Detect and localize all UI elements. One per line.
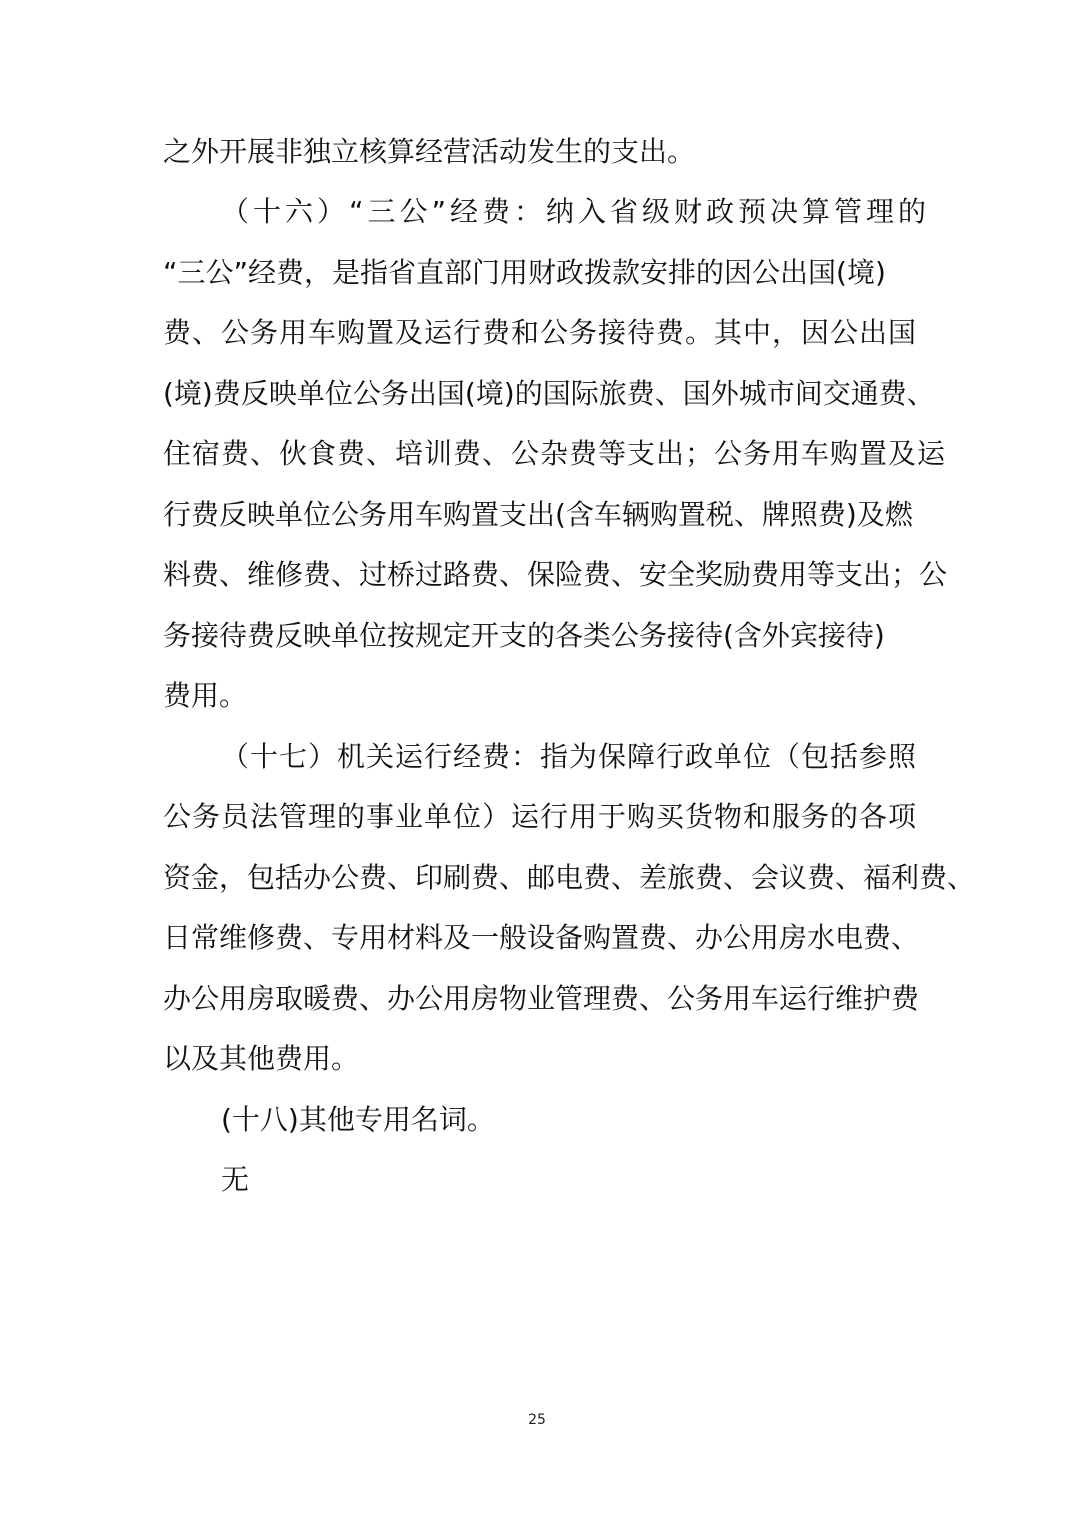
text-line: 无 [221, 1163, 250, 1196]
text-line: 日常维修费、专用材料及一般设备购置费、办公用房水电费、 [163, 921, 920, 954]
text-line: “三公”经费，是指省直部门用财政拨款安排的因公出国(境) [163, 256, 886, 289]
text-line: （十六）“三公”经费：纳入省级财政预决算管理的 [221, 195, 931, 228]
text-line: 办公用房取暖费、办公用房物业管理费、公务用车运行维护费 [163, 982, 920, 1015]
text-line: （十七）机关运行经费：指为保障行政单位（包括参照 [221, 740, 918, 773]
text-line: 料费、维修费、过桥过路费、保险费、安全奖励费用等支出；公 [163, 558, 948, 591]
text-line: 以及其他费用。 [163, 1042, 360, 1075]
text-line: 费用。 [163, 679, 248, 712]
text-line: (境)费反映单位公务出国(境)的国际旅费、国外城市间交通费、 [163, 377, 935, 410]
text-line: 住宿费、伙食费、培训费、公杂费等支出；公务用车购置及运 [163, 437, 947, 470]
section-heading: (十八)其他专用名词。 [221, 1103, 495, 1136]
text-line: 资金，包括办公费、印刷费、邮电费、差旅费、会议费、福利费、 [163, 861, 976, 894]
text-line: 费、公务用车购置及运行费和公务接待费。其中，因公出国 [163, 316, 918, 349]
text-line: 之外开展非独立核算经营活动发生的支出。 [163, 135, 696, 168]
page-number: 25 [528, 1412, 546, 1428]
text-line: 务接待费反映单位按规定开支的各类公务接待(含外宾接待) [163, 619, 885, 652]
text-line: 行费反映单位公务用车购置支出(含车辆购置税、牌照费)及燃 [163, 498, 913, 531]
text-line: 公务员法管理的事业单位）运行用于购买货物和服务的各项 [163, 800, 918, 833]
